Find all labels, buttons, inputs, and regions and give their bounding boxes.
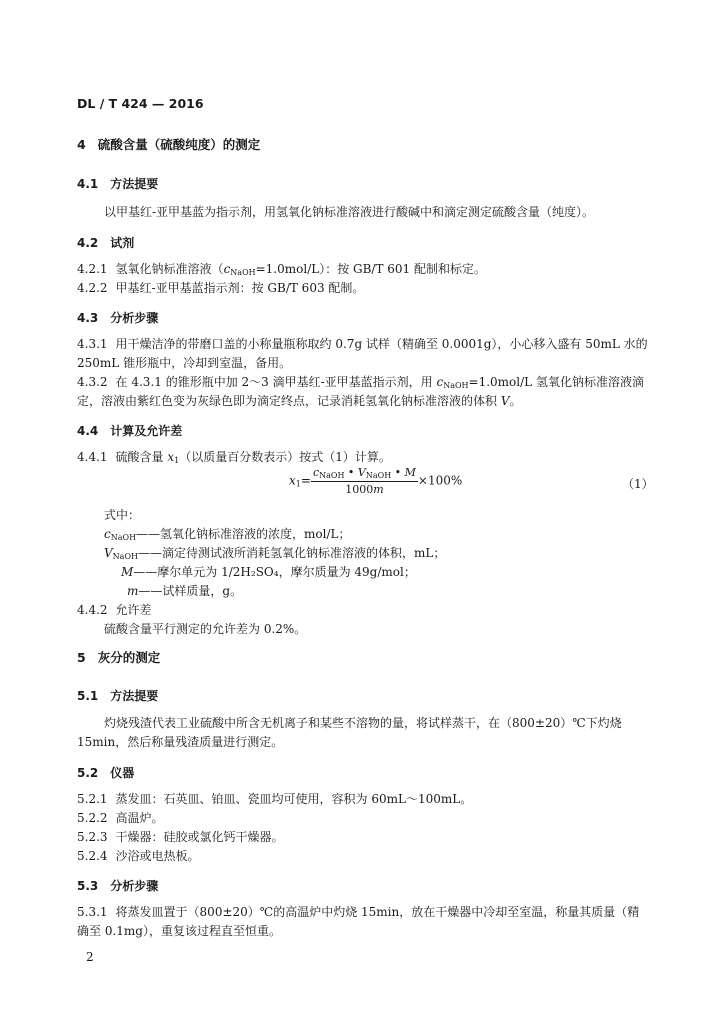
section-4-4-heading: 4.4 计算及允许差 xyxy=(77,424,183,438)
item-4-4-1: 4.4.1 硫酸含量 $x_1$（以质量百分数表示）按式（1）计算。 xyxy=(77,450,391,465)
section-4-1-body: 以甲基红-亚甲基蓝为指示剂，用氢氧化钠标准溶液进行酸碱中和滴定测定硫酸含量（纯度）。 xyxy=(104,205,595,219)
item-5-3-1-line2: 确至 0.1mg），重复该过程直至恒重。 xyxy=(77,924,281,938)
item-4-4-2-body: 硫酸含量平行测定的允许差为 0.2%。 xyxy=(104,622,307,636)
item-5-3-1-line1: 5.3.1 将蒸发皿置于（800±20）℃的高温炉中灼烧 15min，放在干燥器中冷却至室温，称量其质量（精 xyxy=(77,905,640,919)
where-label: 式中： xyxy=(104,508,141,522)
item-5-2-4: 5.2.4 沙浴或电热板。 xyxy=(77,849,200,863)
section-4-1-heading: 4.1 方法提要 xyxy=(77,177,159,191)
item-4-3-2-line1: 4.3.2 在 4.3.1 的锥形瓶中加 2～3 滴甲基红-亚甲基蓝指示剂，用 $c_{NaOH}=1.0mol/L$ 氢氧化钠标准溶液滴 xyxy=(77,375,644,390)
section-4-heading: 4 硫酸含量（硫酸纯度）的测定 xyxy=(77,137,261,152)
item-4-4-2: 4.4.2 允许差 xyxy=(77,603,152,617)
formula-fraction: $\frac{c_{NaOH} • V_{NaOH} • M}{1000m}$ xyxy=(312,466,416,496)
section-5-heading: 5 灰分的测定 xyxy=(77,650,161,665)
standard-number: DL / T 424 — 2016 xyxy=(77,96,204,111)
formula-1: $x_1=$ $\frac{c_{NaOH} • V_{NaOH} • M}{1000m}$ ×100% xyxy=(289,466,463,496)
item-4-2-2: 4.2.2 甲基红-亚甲基蓝指示剂：按 GB/T 603 配制。 xyxy=(77,281,365,295)
section-5-1-heading: 5.1 方法提要 xyxy=(77,689,159,703)
section-4-3-heading: 4.3 分析步骤 xyxy=(77,311,159,325)
item-4-3-1-line1: 4.3.1 用干燥洁净的带磨口盖的小称量瓶称取约 0.7g 试样（精确至 0.0001g），小心移入盛有 50mL 水的 xyxy=(77,337,648,351)
item-5-2-1: 5.2.1 蒸发皿：石英皿、铂皿、瓷皿均可使用，容积为 60mL～100mL。 xyxy=(77,792,473,806)
item-4-2-1: 4.2.1 氢氧化钠标准溶液$(c_{NaOH}=1.0mol/L)$：按 GB/T 601 配制和标定。 xyxy=(77,262,487,277)
def-m-mass: m——试样质量，g。 xyxy=(127,584,243,598)
def-v-naoh: $V_{NaOH}——$滴定待测试液所消耗氢氧化钠标准溶液的体积，mL； xyxy=(104,546,446,561)
def-m-molar: M——摩尔单元为 1/2H₂SO₄，摩尔质量为 49g/mol； xyxy=(121,565,416,579)
page-number: 2 xyxy=(86,950,94,964)
formula-number: （1） xyxy=(622,477,654,491)
section-5-2-heading: 5.2 仪器 xyxy=(77,766,135,780)
def-c-naoh: $c_{NaOH}——$氢氧化钠标准溶液的浓度，mol/L； xyxy=(104,527,351,542)
section-5-1-line1: 灼烧残渣代表工业硫酸中所含无机离子和某些不溶物的量，将试样蒸干，在（800±20）℃下灼烧 xyxy=(104,716,622,730)
item-5-2-3: 5.2.3 干燥器：硅胶或氯化钙干燥器。 xyxy=(77,830,284,844)
section-5-3-heading: 5.3 分析步骤 xyxy=(77,879,159,893)
section-5-1-line2: 15min，然后称量残渣质量进行测定。 xyxy=(77,735,284,749)
item-5-2-2: 5.2.2 高温炉。 xyxy=(77,811,164,825)
section-4-2-heading: 4.2 试剂 xyxy=(77,236,135,250)
item-4-3-1-line2: 250mL 锥形瓶中，冷却到室温，备用。 xyxy=(77,356,292,370)
item-4-3-2-line2: 定，溶液由紫红色变为灰绿色即为滴定终点，记录消耗氢氧化钠标准溶液的体积 V。 xyxy=(77,394,522,408)
